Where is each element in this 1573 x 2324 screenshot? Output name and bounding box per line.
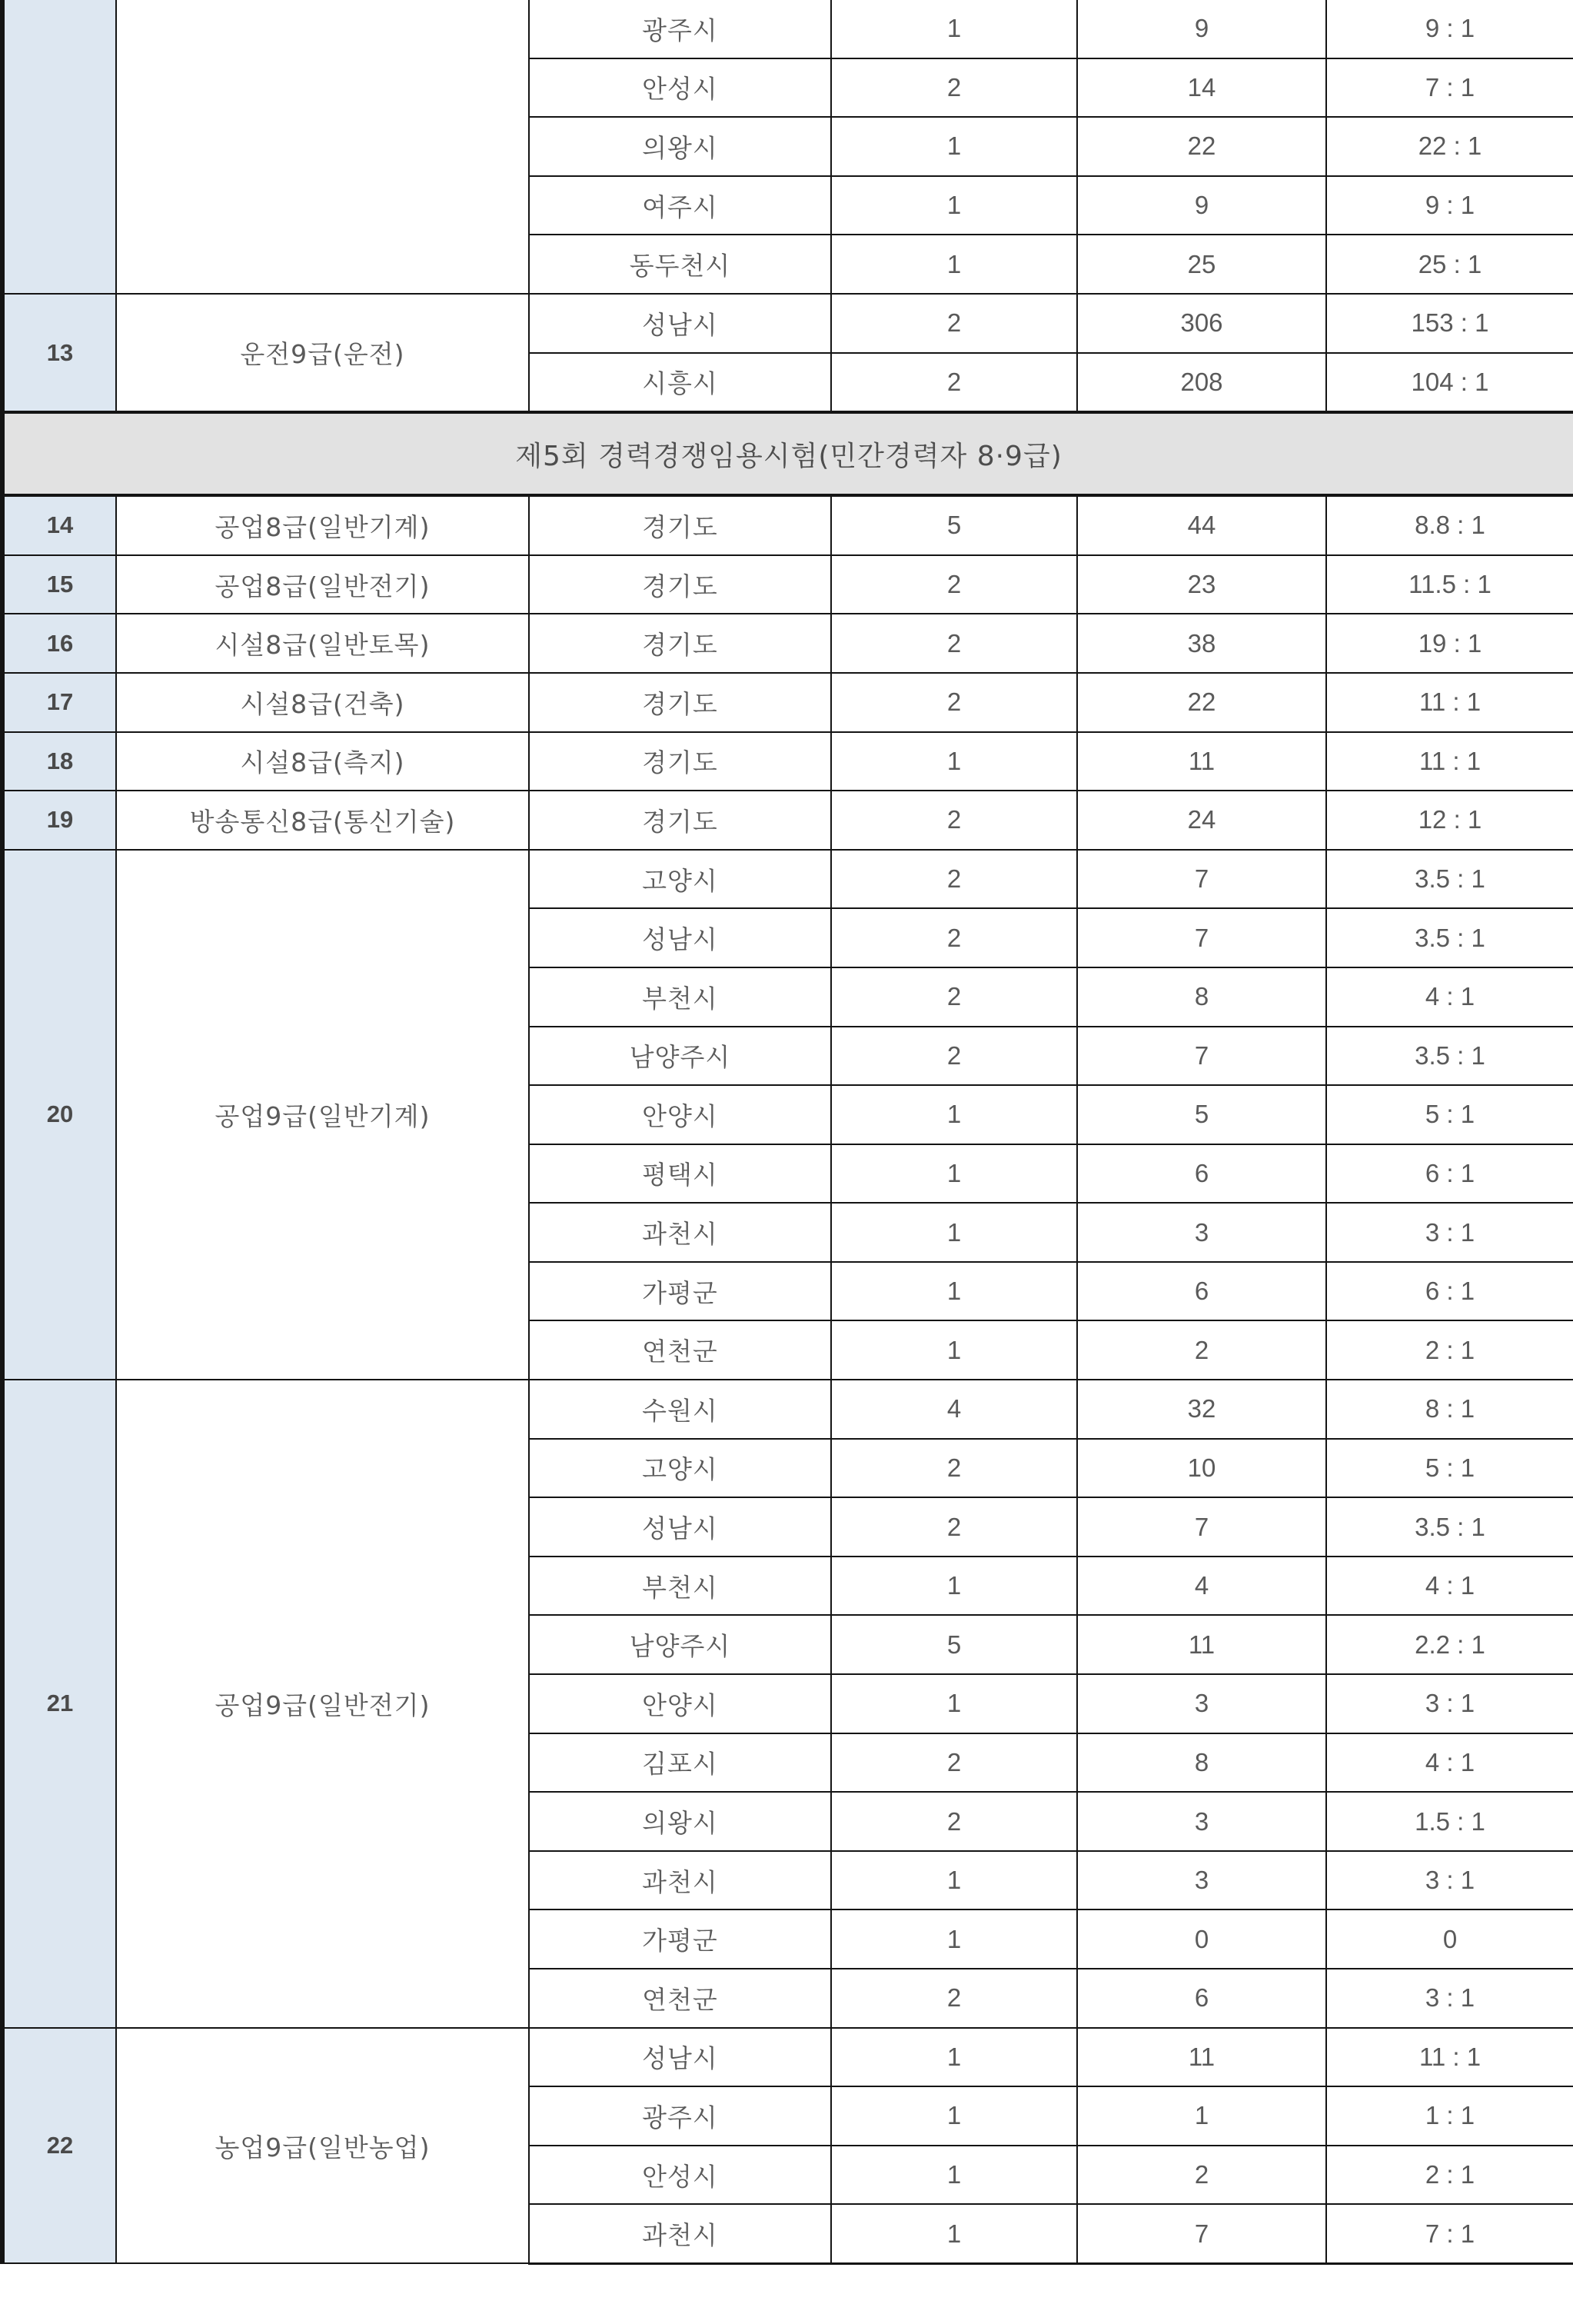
region-cell: 남양주시 — [529, 1615, 831, 1674]
seats-cell: 1 — [831, 1851, 1077, 1910]
applicants-cell: 8 — [1077, 1733, 1326, 1793]
region-cell: 여주시 — [529, 176, 831, 235]
ratio-cell: 4 : 1 — [1326, 1557, 1573, 1616]
region-cell: 광주시 — [529, 2086, 831, 2146]
region-cell: 과천시 — [529, 2204, 831, 2263]
region-cell: 가평군 — [529, 1909, 831, 1969]
row-number-cell: 16 — [2, 614, 116, 673]
seats-cell: 1 — [831, 1674, 1077, 1733]
seats-cell: 1 — [831, 2204, 1077, 2263]
row-number-cell: 18 — [2, 732, 116, 791]
ratio-cell: 4 : 1 — [1326, 967, 1573, 1027]
applicants-cell: 9 — [1077, 176, 1326, 235]
applicants-cell: 306 — [1077, 294, 1326, 353]
seats-cell: 1 — [831, 117, 1077, 176]
region-cell: 고양시 — [529, 1439, 831, 1498]
ratio-cell: 9 : 1 — [1326, 176, 1573, 235]
applicants-cell: 22 — [1077, 117, 1326, 176]
applicants-cell: 38 — [1077, 614, 1326, 673]
position-cell: 방송통신8급(통신기술) — [116, 791, 529, 850]
ratio-cell: 1 : 1 — [1326, 2086, 1573, 2146]
seats-cell: 2 — [831, 58, 1077, 118]
applicants-cell: 3 — [1077, 1792, 1326, 1851]
position-cell: 공업9급(일반기계) — [116, 850, 529, 1380]
applicants-cell: 7 — [1077, 850, 1326, 909]
seats-cell: 2 — [831, 850, 1077, 909]
region-cell: 성남시 — [529, 908, 831, 967]
applicants-cell: 7 — [1077, 908, 1326, 967]
table-row — [2, 2028, 1573, 2087]
ratio-cell: 3.5 : 1 — [1326, 908, 1573, 967]
row-number-cell: 20 — [2, 850, 116, 1380]
position-cell: 시설8급(건축) — [116, 673, 529, 732]
ratio-cell: 3 : 1 — [1326, 1674, 1573, 1733]
applicants-cell: 5 — [1077, 1085, 1326, 1144]
ratio-cell: 2 : 1 — [1326, 1320, 1573, 1380]
row-number-cell: 14 — [2, 495, 116, 555]
position-cell: 농업9급(일반농업) — [116, 2028, 529, 2264]
table-row — [2, 294, 1573, 353]
position-cell: 공업8급(일반기계) — [116, 495, 529, 555]
region-cell: 김포시 — [529, 1733, 831, 1793]
table-body-top — [2, 0, 1573, 412]
applicants-cell: 3 — [1077, 1851, 1326, 1910]
applicants-cell: 3 — [1077, 1203, 1326, 1262]
region-cell: 경기도 — [529, 732, 831, 791]
applicants-cell: 10 — [1077, 1439, 1326, 1498]
region-cell: 의왕시 — [529, 1792, 831, 1851]
region-cell: 의왕시 — [529, 117, 831, 176]
seats-cell: 2 — [831, 1497, 1077, 1557]
ratio-cell: 19 : 1 — [1326, 614, 1573, 673]
seats-cell: 1 — [831, 2086, 1077, 2146]
applicants-cell: 24 — [1077, 791, 1326, 850]
applicants-cell: 0 — [1077, 1909, 1326, 1969]
ratio-cell: 3.5 : 1 — [1326, 1497, 1573, 1557]
region-cell: 가평군 — [529, 1262, 831, 1321]
table-row — [2, 555, 1573, 614]
seats-cell: 2 — [831, 1027, 1077, 1086]
ratio-cell: 8 : 1 — [1326, 1380, 1573, 1439]
applicants-cell: 7 — [1077, 1497, 1326, 1557]
region-cell: 경기도 — [529, 555, 831, 614]
seats-cell: 5 — [831, 495, 1077, 555]
seats-cell: 2 — [831, 967, 1077, 1027]
ratio-cell: 2.2 : 1 — [1326, 1615, 1573, 1674]
region-cell: 안양시 — [529, 1085, 831, 1144]
seats-cell: 2 — [831, 1733, 1077, 1793]
applicants-cell: 23 — [1077, 555, 1326, 614]
table-row — [2, 0, 1573, 58]
ratio-cell: 12 : 1 — [1326, 791, 1573, 850]
applicants-cell: 4 — [1077, 1557, 1326, 1616]
seats-cell: 2 — [831, 294, 1077, 353]
row-number-cell: 17 — [2, 673, 116, 732]
applicants-cell: 32 — [1077, 1380, 1326, 1439]
ratio-cell: 2 : 1 — [1326, 2146, 1573, 2205]
seats-cell: 1 — [831, 2028, 1077, 2087]
seats-cell: 2 — [831, 1439, 1077, 1498]
applicants-cell: 3 — [1077, 1674, 1326, 1733]
table-body-bottom — [2, 495, 1573, 2263]
position-cell: 운전9급(운전) — [116, 294, 529, 412]
ratio-cell: 104 : 1 — [1326, 353, 1573, 413]
table-row — [2, 850, 1573, 909]
region-cell: 연천군 — [529, 1320, 831, 1380]
ratio-cell: 3.5 : 1 — [1326, 850, 1573, 909]
seats-cell: 1 — [831, 1557, 1077, 1616]
ratio-cell: 153 : 1 — [1326, 294, 1573, 353]
applicants-cell: 8 — [1077, 967, 1326, 1027]
ratio-cell: 5 : 1 — [1326, 1439, 1573, 1498]
seats-cell: 2 — [831, 353, 1077, 413]
position-cell: 시설8급(일반토목) — [116, 614, 529, 673]
applicants-cell: 6 — [1077, 1144, 1326, 1204]
applicants-cell: 22 — [1077, 673, 1326, 732]
row-number-cell: 15 — [2, 555, 116, 614]
region-cell: 안성시 — [529, 2146, 831, 2205]
applicants-cell: 7 — [1077, 1027, 1326, 1086]
seats-cell: 2 — [831, 1792, 1077, 1851]
ratio-cell: 3 : 1 — [1326, 1851, 1573, 1910]
region-cell: 안양시 — [529, 1674, 831, 1733]
ratio-cell: 22 : 1 — [1326, 117, 1573, 176]
ratio-cell: 8.8 : 1 — [1326, 495, 1573, 555]
section-title: 제5회 경력경쟁임용시험(민간경력자 8·9급) — [2, 412, 1573, 495]
region-cell: 부천시 — [529, 1557, 831, 1616]
ratio-cell: 11.5 : 1 — [1326, 555, 1573, 614]
ratio-cell: 5 : 1 — [1326, 1085, 1573, 1144]
applicants-cell: 2 — [1077, 1320, 1326, 1380]
applicants-cell: 44 — [1077, 495, 1326, 555]
seats-cell: 1 — [831, 1144, 1077, 1204]
applicants-cell: 11 — [1077, 1615, 1326, 1674]
seats-cell: 1 — [831, 1320, 1077, 1380]
ratio-cell: 11 : 1 — [1326, 732, 1573, 791]
table-row — [2, 495, 1573, 555]
region-cell: 고양시 — [529, 850, 831, 909]
ratio-cell: 4 : 1 — [1326, 1733, 1573, 1793]
region-cell: 과천시 — [529, 1203, 831, 1262]
table-row — [2, 1380, 1573, 1439]
region-cell: 동두천시 — [529, 235, 831, 294]
row-number-cell: 22 — [2, 2028, 116, 2264]
seats-cell: 1 — [831, 1085, 1077, 1144]
position-cell: 공업9급(일반전기) — [116, 1380, 529, 2028]
ratio-cell: 6 : 1 — [1326, 1144, 1573, 1204]
seats-cell: 2 — [831, 791, 1077, 850]
table-row — [2, 732, 1573, 791]
seats-cell: 1 — [831, 1262, 1077, 1321]
ratio-cell: 7 : 1 — [1326, 2204, 1573, 2263]
applicants-cell: 11 — [1077, 732, 1326, 791]
ratio-cell: 9 : 1 — [1326, 0, 1573, 58]
applicants-cell: 7 — [1077, 2204, 1326, 2263]
position-cell — [116, 0, 529, 294]
seats-cell: 5 — [831, 1615, 1077, 1674]
region-cell: 경기도 — [529, 673, 831, 732]
table-row — [2, 673, 1573, 732]
row-number-cell: 21 — [2, 1380, 116, 2028]
position-cell: 공업8급(일반전기) — [116, 555, 529, 614]
row-number-cell: 13 — [2, 294, 116, 412]
ratio-cell: 1.5 : 1 — [1326, 1792, 1573, 1851]
seats-cell: 2 — [831, 1969, 1077, 2028]
region-cell: 남양주시 — [529, 1027, 831, 1086]
position-cell: 시설8급(측지) — [116, 732, 529, 791]
ratio-cell: 11 : 1 — [1326, 673, 1573, 732]
table-row — [2, 614, 1573, 673]
seats-cell: 2 — [831, 673, 1077, 732]
applicants-cell: 208 — [1077, 353, 1326, 413]
seats-cell: 1 — [831, 0, 1077, 58]
ratio-cell: 0 — [1326, 1909, 1573, 1969]
seats-cell: 4 — [831, 1380, 1077, 1439]
ratio-cell: 6 : 1 — [1326, 1262, 1573, 1321]
region-cell: 평택시 — [529, 1144, 831, 1204]
region-cell: 시흥시 — [529, 353, 831, 413]
ratio-cell: 3 : 1 — [1326, 1969, 1573, 2028]
region-cell: 부천시 — [529, 967, 831, 1027]
row-number-cell — [2, 0, 116, 294]
region-cell: 경기도 — [529, 495, 831, 555]
seats-cell: 1 — [831, 1909, 1077, 1969]
ratio-cell: 25 : 1 — [1326, 235, 1573, 294]
region-cell: 경기도 — [529, 791, 831, 850]
seats-cell: 1 — [831, 1203, 1077, 1262]
region-cell: 과천시 — [529, 1851, 831, 1910]
applicants-cell: 9 — [1077, 0, 1326, 58]
region-cell: 연천군 — [529, 1969, 831, 2028]
region-cell: 안성시 — [529, 58, 831, 118]
seats-cell: 2 — [831, 555, 1077, 614]
region-cell: 경기도 — [529, 614, 831, 673]
region-cell: 수원시 — [529, 1380, 831, 1439]
seats-cell: 1 — [831, 2146, 1077, 2205]
seats-cell: 1 — [831, 235, 1077, 294]
seats-cell: 1 — [831, 176, 1077, 235]
applicants-cell: 6 — [1077, 1969, 1326, 2028]
region-cell: 광주시 — [529, 0, 831, 58]
applicants-cell: 1 — [1077, 2086, 1326, 2146]
region-cell: 성남시 — [529, 2028, 831, 2087]
seats-cell: 2 — [831, 908, 1077, 967]
applicants-cell: 6 — [1077, 1262, 1326, 1321]
applicants-cell: 11 — [1077, 2028, 1326, 2087]
table-row — [2, 791, 1573, 850]
ratio-cell: 3 : 1 — [1326, 1203, 1573, 1262]
row-number-cell: 19 — [2, 791, 116, 850]
applicants-cell: 14 — [1077, 58, 1326, 118]
seats-cell: 2 — [831, 614, 1077, 673]
ratio-cell: 11 : 1 — [1326, 2028, 1573, 2087]
applicants-cell: 25 — [1077, 235, 1326, 294]
ratio-cell: 7 : 1 — [1326, 58, 1573, 118]
applicants-cell: 2 — [1077, 2146, 1326, 2205]
region-cell: 성남시 — [529, 1497, 831, 1557]
seats-cell: 1 — [831, 732, 1077, 791]
section-header-group — [2, 412, 1573, 495]
section-header-row — [2, 412, 1573, 495]
region-cell: 성남시 — [529, 294, 831, 353]
ratio-cell: 3.5 : 1 — [1326, 1027, 1573, 1086]
